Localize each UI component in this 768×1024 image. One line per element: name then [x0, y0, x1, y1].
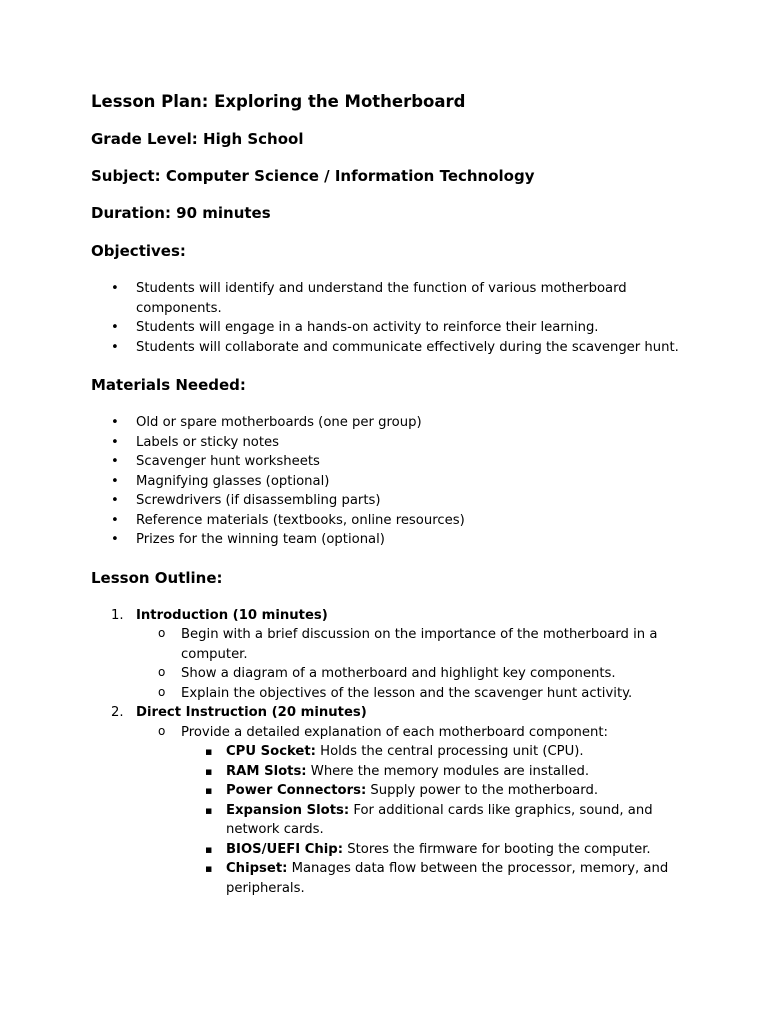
square-bullet-icon: ▪: [205, 784, 213, 797]
objective-text: Students will engage in a hands-on activity to reinforce their learning.: [136, 320, 599, 335]
circle-bullet-icon: o: [158, 684, 166, 699]
bullet-icon: •: [111, 415, 119, 430]
bullet-icon: •: [111, 512, 119, 528]
bullet-icon: •: [111, 434, 119, 450]
step-sublist: [136, 723, 691, 899]
square-bullet-icon: ▪: [205, 842, 213, 856]
list-item: [91, 433, 691, 453]
component-term: Expansion Slots:: [226, 802, 350, 818]
step-item-text: Provide a detailed explanation of each motherboard component:: [181, 724, 608, 740]
outline-heading: Lesson Outline:: [91, 568, 223, 587]
step-number: 2.: [111, 705, 124, 720]
circle-bullet-icon: o: [158, 665, 166, 679]
material-text: Reference materials (textbooks, online resources): [136, 512, 465, 528]
component-term: BIOS/UEFI Chip:: [226, 841, 344, 857]
grade-level: Grade Level: High School: [91, 130, 304, 148]
step-title: Introduction (10 minutes): [136, 607, 328, 623]
component-item: [181, 801, 691, 840]
document-page: [91, 92, 691, 898]
outline-step: [91, 606, 691, 704]
list-item: [136, 664, 691, 684]
list-item: [91, 279, 691, 318]
bullet-icon: •: [111, 320, 119, 335]
outline-list: [91, 606, 691, 899]
square-bullet-icon: ▪: [205, 745, 213, 758]
material-text: Old or spare motherboards (one per group): [136, 415, 422, 430]
component-item: [181, 840, 691, 860]
list-item: [91, 491, 691, 511]
outline-step: [91, 703, 691, 898]
material-text: Scavenger hunt worksheets: [136, 454, 320, 469]
objectives-heading: Objectives:: [91, 242, 186, 260]
component-item: [181, 762, 691, 782]
materials-list: [91, 413, 691, 550]
step-sublist: [136, 625, 691, 703]
square-bullet-icon: ▪: [205, 862, 213, 875]
duration: Duration: 90 minutes: [91, 204, 271, 222]
circle-bullet-icon: o: [158, 626, 166, 640]
material-text: Magnifying glasses (optional): [136, 473, 330, 489]
bullet-icon: •: [111, 473, 119, 489]
square-bullet-icon: ▪: [205, 764, 213, 778]
subject: Subject: Computer Science / Information Technology: [91, 167, 535, 185]
bullet-icon: •: [111, 532, 119, 547]
list-item: [91, 338, 691, 358]
objectives-list: [91, 279, 691, 357]
bullet-icon: •: [111, 454, 119, 469]
step-item-text: Explain the objectives of the lesson and the scavenger hunt activity.: [181, 685, 633, 701]
list-item: [136, 723, 691, 899]
component-desc: Manages data flow between the processor, memory, and peripherals.: [226, 861, 669, 896]
material-text: Prizes for the winning team (optional): [136, 532, 385, 547]
step-item-text: Begin with a brief discussion on the importance of the motherboard in a computer.: [181, 627, 658, 662]
bullet-icon: •: [111, 493, 119, 508]
component-desc: Where the memory modules are installed.: [306, 763, 590, 779]
component-term: Power Connectors:: [226, 783, 367, 798]
list-item: [91, 530, 691, 550]
list-item: [91, 413, 691, 433]
step-number: 1.: [111, 607, 124, 623]
list-item: [91, 511, 691, 531]
component-item: [181, 781, 691, 801]
list-item: [91, 318, 691, 338]
material-text: Screwdrivers (if disassembling parts): [136, 493, 381, 508]
component-item: [181, 742, 691, 762]
bullet-icon: •: [111, 339, 119, 355]
component-desc: Stores the firmware for booting the computer.: [343, 841, 651, 857]
bullet-icon: •: [111, 281, 119, 296]
list-item: [91, 452, 691, 472]
component-term: Chipset:: [226, 861, 288, 876]
material-text: Labels or sticky notes: [136, 434, 280, 450]
step-item-text: Show a diagram of a motherboard and highlight key components.: [181, 666, 616, 681]
component-term: CPU Socket:: [226, 744, 316, 759]
list-item: [136, 625, 691, 664]
component-term: RAM Slots:: [226, 763, 307, 779]
component-list: [181, 742, 691, 898]
component-desc: Supply power to the motherboard.: [366, 783, 599, 798]
step-title: Direct Instruction (20 minutes): [136, 705, 367, 720]
square-bullet-icon: ▪: [205, 803, 213, 817]
list-item: [136, 684, 691, 704]
page-title: Lesson Plan: Exploring the Motherboard: [91, 92, 466, 111]
objective-text: Students will identify and understand the function of various motherboard components.: [136, 281, 627, 316]
materials-heading: Materials Needed:: [91, 376, 246, 394]
component-desc: Holds the central processing unit (CPU).: [315, 744, 584, 759]
objective-text: Students will collaborate and communicate effectively during the scavenger hunt.: [136, 339, 679, 355]
list-item: [91, 472, 691, 492]
component-desc: For additional cards like graphics, sound, and network cards.: [226, 802, 653, 837]
component-item: [181, 859, 691, 898]
circle-bullet-icon: o: [158, 723, 166, 738]
